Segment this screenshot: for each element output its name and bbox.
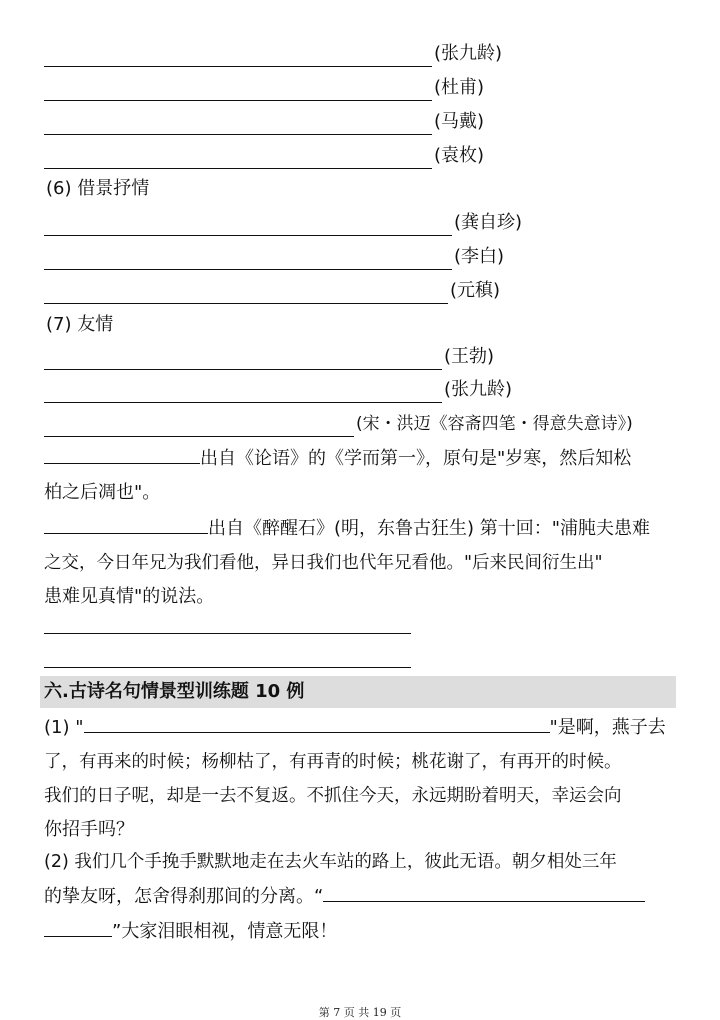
author-label: (杜甫) [434,77,485,98]
question-line [44,879,680,914]
paragraph-line [44,511,680,546]
author-label: (张九龄) [434,43,503,64]
answer-line-dufu [44,75,484,101]
answer-line-yuanzhen [44,278,500,304]
answer-blank[interactable] [44,416,354,437]
answer-blank[interactable] [44,148,432,169]
category-title-friendship: (7) 友情 [46,314,114,335]
answer-blank[interactable] [44,283,448,304]
answer-blank[interactable] [44,633,411,634]
answer-line-zhangjiuling [44,41,502,67]
question-text: 的挚友呀，怎舍得刹那间的分离。“ [44,886,324,907]
answer-blank[interactable] [44,80,432,101]
paragraph-text: 出自《醉醒石》(明，东鲁古狂生) 第十回："浦肫夫患难 [208,518,651,539]
answer-blank[interactable] [44,114,432,135]
answer-blank[interactable] [44,249,452,270]
question-text: ”大家泪眼相视，情意无限！ [112,921,338,942]
author-label: (龚自珍) [454,212,523,233]
author-label: (李白) [454,246,505,267]
lunyu-paragraph [44,441,680,510]
zuixingshi-paragraph [44,511,680,614]
question-text: "是啊，燕子去 [549,717,666,738]
section-title: 六.古诗名句情景型训练题 10 例 [44,681,305,702]
section-header [40,676,676,708]
question-text: (1) " [44,717,84,738]
answer-line-yuanmei [44,143,484,169]
answer-blank[interactable] [44,349,442,370]
answer-line-gongzizhen [44,210,522,236]
question-line: 你招手吗？ [44,819,134,840]
page-footer: 第 7 页 共 19 页 [318,1006,402,1019]
answer-blank[interactable] [44,914,112,937]
answer-blank[interactable] [44,667,411,668]
paragraph-line: 之交，今日年兄为我们看他，异日我们也代年兄看他。"后来民间衍生出" [44,553,603,573]
author-label: (袁枚) [434,145,485,166]
answer-blank[interactable] [84,710,550,733]
author-label: (王勃) [444,346,495,367]
question-line [44,710,680,745]
answer-line-madai [44,109,484,135]
author-label: (宋・洪迈《容斋四笔・得意失意诗》) [356,414,633,434]
answer-blank[interactable] [323,879,645,902]
answer-line-zhangjiuling-2 [44,377,512,403]
author-label: (张九龄) [444,379,513,400]
answer-blank[interactable] [44,511,208,534]
question-line: 我们的日子呢，却是一去不复返。不抓住今天，永远期盼着明天，幸运会向 [44,786,622,806]
question-line: (2) 我们几个手挽手默默地走在去火车站的路上，彼此无语。朝夕相处三年 [44,852,617,872]
answer-blank[interactable] [44,382,442,403]
answer-blank[interactable] [44,46,432,67]
paragraph-text: 出自《论语》的《学而第一》，原句是"岁寒，然后知松 [200,448,632,469]
answer-blank[interactable] [44,441,200,464]
author-label: (元稹) [450,280,501,301]
paragraph-line: 患难见真情"的说法。 [44,586,215,607]
answer-line-hongmai [44,411,633,437]
question-2 [44,845,680,949]
paragraph-line: 柏之后凋也"。 [44,482,161,503]
paragraph-line [44,441,680,476]
answer-line-wangbo [44,344,494,370]
answer-line-libai [44,244,504,270]
question-line [44,914,680,949]
author-label: (马戴) [434,111,485,132]
answer-blank[interactable] [44,215,452,236]
category-title-scenery: (6) 借景抒情 [46,178,150,199]
question-1 [44,710,680,847]
question-line: 了，有再来的时候；杨柳枯了，有再青的时候；桃花谢了，有再开的时候。 [44,752,622,772]
